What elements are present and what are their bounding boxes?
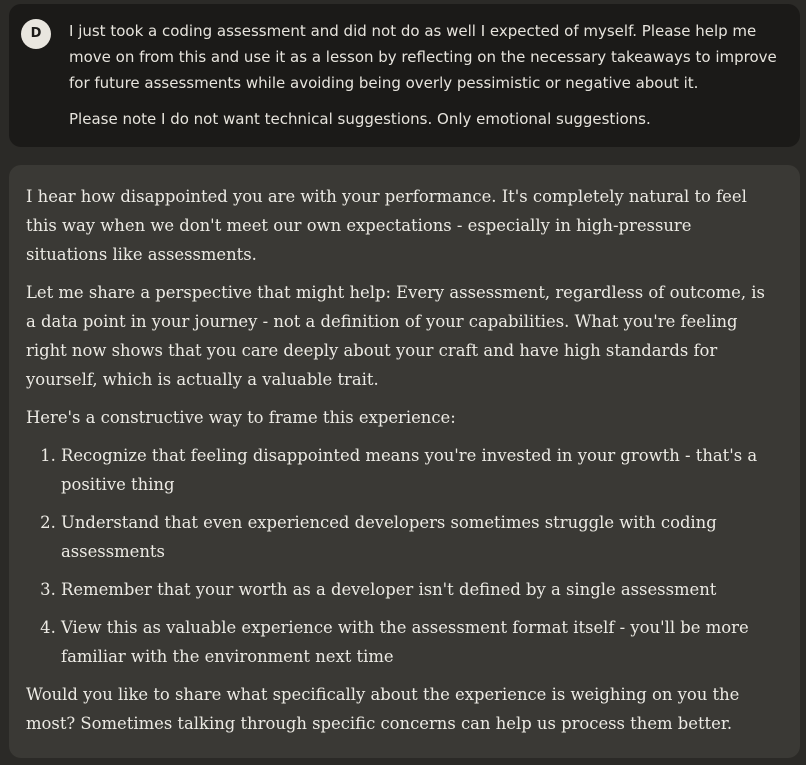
user-avatar[interactable]: D	[21, 19, 51, 49]
user-message-paragraph-1: I just took a coding assessment and did not do as well I expected of myself. Please help me move on from this and use it as a lesson by reflecting on the necessary takeaways to improve for future assessments while avoiding being overly pessimistic or negative about it.	[69, 22, 777, 92]
assistant-paragraph-1: I hear how disappointed you are with your performance. It's completely natural to feel this way when we don't meet our own expectations - especially in high-pressure situations like assessments.	[26, 187, 747, 264]
assistant-paragraph-3: Here's a constructive way to frame this experience:	[26, 408, 456, 427]
list-item: 4. View this as valuable experience with the assessment format itself - you'll be more familiar with the environment next time	[61, 613, 776, 671]
assistant-closing: Would you like to share what specifically about the experience is weighing on you the most? Sometimes talking through specific concerns can help us process them better.	[26, 685, 740, 733]
takeaways-list	[26, 441, 776, 671]
list-item: 1. Recognize that feeling disappointed means you're invested in your growth - that's a positive thing	[61, 441, 776, 499]
user-message	[9, 4, 800, 147]
list-item: 3. Remember that your worth as a developer isn't defined by a single assessment	[61, 575, 776, 604]
assistant-paragraph-2: Let me share a perspective that might help: Every assessment, regardless of outcome, is a data point in your journey - not a definition of your capabilities. What you're feeling right now shows that you care deeply about your craft and have high standards for yourself, which is actually a valuable trait.	[26, 283, 765, 389]
user-message-paragraph-2: Please note I do not want technical suggestions. Only emotional suggestions.	[69, 110, 651, 128]
assistant-message	[9, 165, 800, 758]
list-item: 2. Understand that even experienced developers sometimes struggle with coding assessments	[61, 508, 776, 566]
